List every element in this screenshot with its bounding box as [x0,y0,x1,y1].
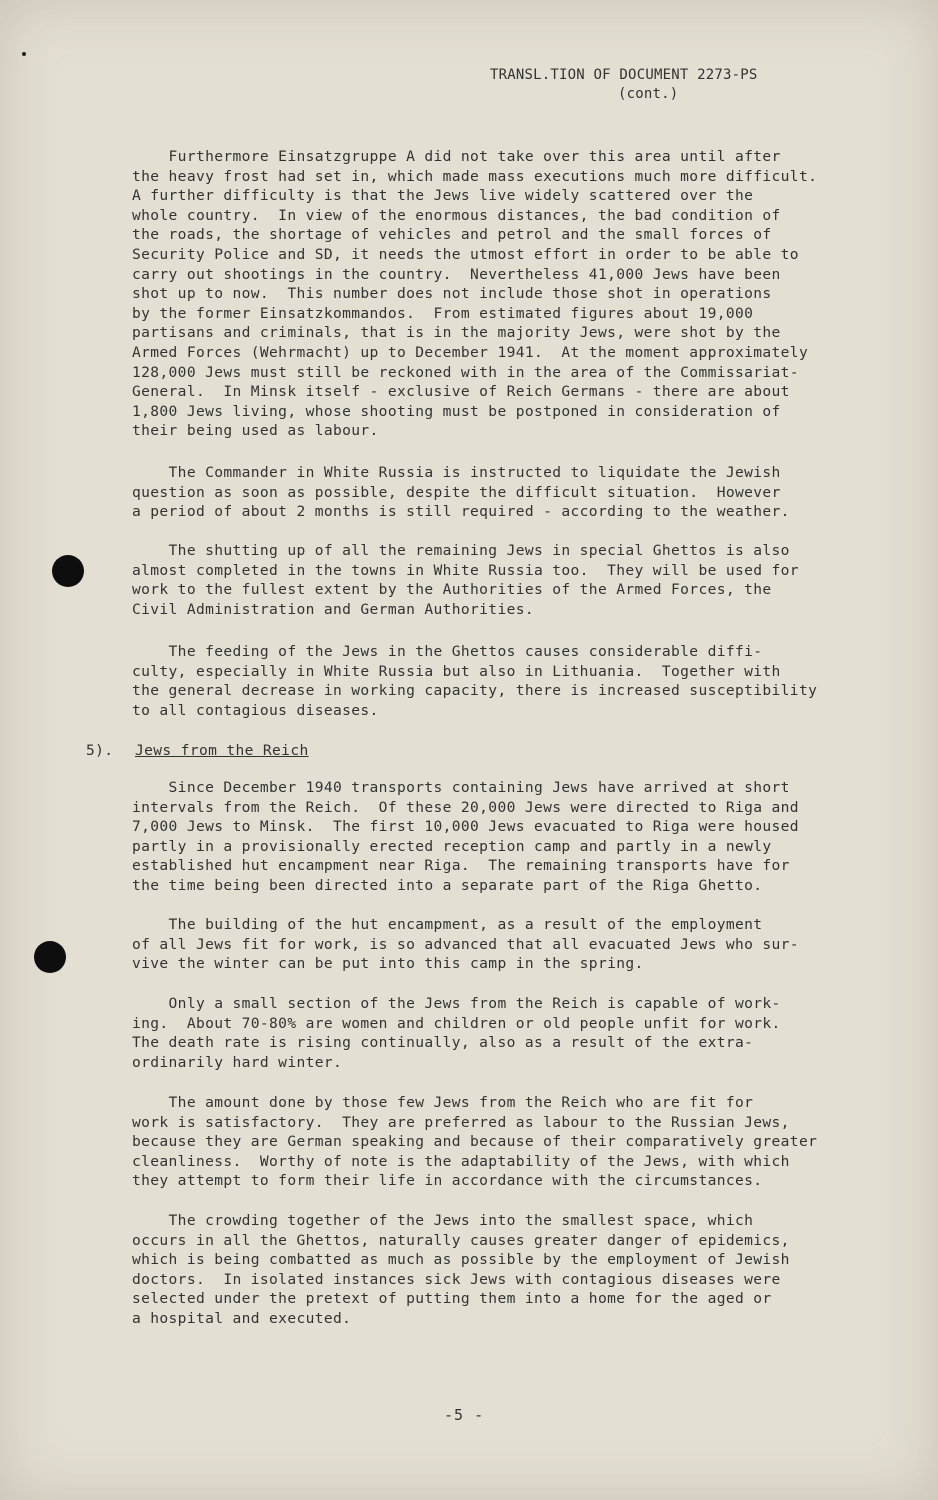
text-line: the heavy frost had set in, which made mass executions much more difficult. [132,167,818,185]
text-line: which is being combatted as much as possible by the employment of Jewish [132,1251,790,1269]
text-line: The crowding together of the Jews into the smallest space, which [132,1212,754,1229]
paragraph-1 [132,147,872,441]
text-line: The building of the hut encampment, as a result of the employment [132,916,763,933]
paragraph-2 [132,463,872,522]
text-line: 128,000 Jews must still be reckoned with in the area of the Commissariat- [132,363,799,381]
paragraph-4 [132,642,872,720]
text-line: intervals from the Reich. Of these 20,000 Jews were directed to Riga and [132,798,799,816]
text-line: cleanliness. Worthy of note is the adaptability of the Jews, with which [132,1152,790,1170]
paragraph-8 [132,1093,872,1191]
text-line: Only a small section of the Jews from the Reich is capable of work- [132,995,781,1012]
text-line: because they are German speaking and because of their comparatively greater [132,1133,818,1151]
text-line: Armed Forces (Wehrmacht) up to December 1941. At the moment approximately [132,343,809,361]
header-title: TRANSL.TION OF DOCUMENT 2273-PS [490,67,758,83]
text-line: the roads, the shortage of vehicles and petrol and the small forces of [132,226,772,244]
paragraph-3 [132,541,872,619]
text-line: selected under the pretext of putting them into a home for the aged or [132,1290,772,1308]
text-line: The feeding of the Jews in the Ghettos causes considerable diffi- [132,643,763,660]
text-line: the time being been directed into a separate part of the Riga Ghetto. [132,876,763,894]
text-line: whole country. In view of the enormous distances, the bad condition of [132,206,781,224]
text-line: culty, especially in White Russia but also in Lithuania. Together with [132,662,781,680]
text-line: vive the winter can be put into this camp in the spring. [132,955,644,973]
section-title: Jews from the Reich [135,742,309,759]
text-line: work to the fullest extent by the Authorities of the Armed Forces, the [132,581,772,599]
document-header [490,66,830,104]
text-line: 7,000 Jews to Minsk. The first 10,000 Jews evacuated to Riga were housed [132,818,799,836]
text-line: The shutting up of all the remaining Jews in special Ghettos is also [132,542,790,559]
paragraph-9 [132,1211,872,1329]
text-line: Security Police and SD, it needs the utmost effort in order to be able to [132,245,799,263]
text-line: The Commander in White Russia is instructed to liquidate the Jewish [132,464,781,481]
text-line: partly in a provisionally erected reception camp and partly in a newly [132,837,772,855]
text-line: their being used as labour. [132,422,379,440]
section-number: 5). [86,742,114,759]
text-line: A further difficulty is that the Jews live widely scattered over the [132,187,754,205]
ink-speck [22,52,26,56]
text-line: carry out shootings in the country. Nevertheless 41,000 Jews have been [132,265,781,283]
text-line: they attempt to form their life in accordance with the circumstances. [132,1172,763,1190]
text-line: Furthermore Einsatzgruppe A did not take over this area until after [132,148,781,165]
text-line: almost completed in the towns in White Russia too. They will be used for [132,561,799,579]
paragraph-7 [132,994,872,1072]
page-number: -5 - [444,1406,485,1424]
text-line: The amount done by those few Jews from the Reich who are fit for [132,1094,754,1111]
text-line: question as soon as possible, despite the difficult situation. However [132,483,781,501]
text-line: Civil Administration and German Authorities. [132,600,534,618]
text-line: ordinarily hard winter. [132,1053,343,1071]
text-line: to all contagious diseases. [132,701,379,719]
text-line: ing. About 70-80% are women and children or old people unfit for work. [132,1014,781,1032]
text-line: the general decrease in working capacity, there is increased susceptibility [132,682,818,700]
text-line: a period of about 2 months is still required - according to the weather. [132,503,790,521]
punch-hole-bottom [34,941,66,973]
text-line: General. In Minsk itself - exclusive of Reich Germans - there are about [132,383,790,401]
text-line: shot up to now. This number does not include those shot in operations [132,285,772,303]
text-line: Since December 1940 transports containing Jews have arrived at short [132,779,790,796]
paragraph-6 [132,915,872,974]
text-line: doctors. In isolated instances sick Jews with contagious diseases were [132,1270,781,1288]
header-continued: (cont.) [618,86,679,102]
text-line: work is satisfactory. They are preferred as labour to the Russian Jews, [132,1113,790,1131]
paragraph-5 [132,778,872,896]
text-line: The death rate is rising continually, also as a result of the extra- [132,1034,754,1052]
text-line: 1,800 Jews living, whose shooting must be postponed in consideration of [132,402,781,420]
text-line: established hut encampment near Riga. The remaining transports have for [132,857,790,875]
text-line: a hospital and executed. [132,1309,352,1327]
text-line: partisans and criminals, that is in the majority Jews, were shot by the [132,324,781,342]
text-line: of all Jews fit for work, is so advanced that all evacuated Jews who sur- [132,935,799,953]
text-line: by the former Einsatzkommandos. From estimated figures about 19,000 [132,304,754,322]
text-line: occurs in all the Ghettos, naturally causes greater danger of epidemics, [132,1231,790,1249]
punch-hole-top [52,555,84,587]
